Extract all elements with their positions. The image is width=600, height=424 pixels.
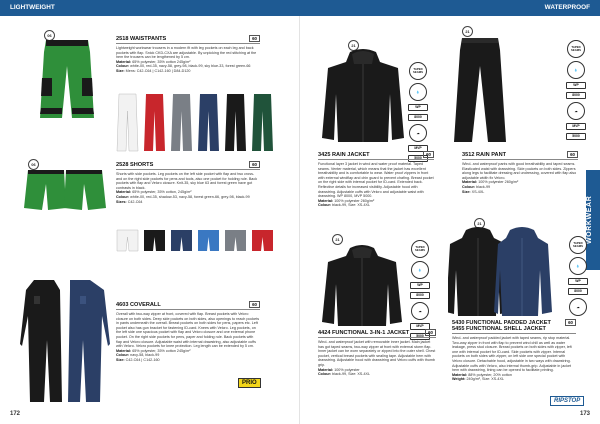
waterproof-drop-icon: 💧 bbox=[411, 261, 429, 279]
rain-pant-feature-icons bbox=[566, 40, 586, 140]
product-colour: Colour: black-99 bbox=[462, 184, 491, 189]
variant-red bbox=[251, 229, 274, 253]
breathable-icon: ☁ bbox=[569, 298, 587, 316]
section-header-left: LIGHTWEIGHT bbox=[0, 0, 300, 16]
mvp-value: 5000 bbox=[408, 155, 428, 162]
mvp-value: 5000 bbox=[566, 133, 586, 140]
product-description: Overall with two-way zipper at front, covered with flap. Breast pockets with Velcro closure on both sides. Deep side pockets on both sides, also openings to reach pockets in pants underneath the overall. Breast pockets on both sides for pens, papers etc. Left pocket also has gun bracket for fastening ID-card. Knees with Velcro. Leg pockets, on the left side one spacious pocket with flap and Velcro closure and one external phone pocket. On the right side pockets for pens, paper and folding rule. Back pockets with flap and Velcro closure. Adjustable waist with internal drawstring, also adjustable cuffs with Velcro. Velcro pockets for knee protection. Leg length can be extended by 5 cm. bbox=[116, 312, 260, 349]
wp-label: WP bbox=[408, 104, 428, 111]
wp-label: WP bbox=[410, 282, 430, 289]
product-number-badge: 06 bbox=[28, 159, 39, 170]
ripstop-badge: RIPSTOP bbox=[550, 396, 584, 406]
rain-jacket-feature-icons bbox=[408, 62, 428, 162]
product-description: Shorts with side pockets. Leg pockets on the left side pocket with flap and two cross-and on the right side pockets for pens and tools, also one pocket for holding rule. Back pockets with flap and Velcro closure. Knit-35, sky blue 63 and forest green have got contrasts in black. bbox=[116, 172, 258, 190]
variant-sky-blue bbox=[197, 229, 220, 253]
wp-value: 8000 bbox=[408, 114, 428, 121]
padded-and-shell-jacket-image bbox=[448, 226, 552, 318]
product-title: 5430 FUNCTIONAL PADDED JACKET 5455 FUNCTIONAL SHELL JACKET 60 bbox=[452, 320, 576, 334]
mvp-label: MVP bbox=[408, 145, 428, 152]
functional-3in1-jacket-image bbox=[320, 244, 404, 328]
product-title: 2518 WAISTPANTS 60 bbox=[116, 36, 260, 44]
variant-white bbox=[116, 93, 139, 153]
page-number-left: 172 bbox=[10, 411, 21, 417]
waterproof-drop-icon: 💧 bbox=[409, 83, 427, 101]
variant-grey bbox=[224, 229, 247, 253]
product-material: Material: 65% polyester, 35% cotton 245g/m² bbox=[116, 348, 191, 353]
variant-forest-green bbox=[251, 93, 274, 153]
functional-3in1-block bbox=[318, 330, 436, 377]
page-ref: 60 bbox=[425, 329, 436, 336]
page-ref: 60 bbox=[249, 301, 260, 308]
taped-seams-icon: TAPED SEAMS bbox=[567, 40, 585, 58]
variant-navy bbox=[197, 93, 220, 153]
mvp-label: MVP bbox=[410, 323, 430, 330]
page-ref: 60 bbox=[249, 161, 260, 168]
wp-label: WP bbox=[568, 278, 588, 285]
page-ref: 60 bbox=[567, 151, 578, 158]
waistpants-image bbox=[32, 38, 102, 120]
mvp-label: MVP bbox=[566, 123, 586, 130]
page-ref: 60 bbox=[423, 151, 434, 158]
taped-seams-icon: TAPED SEAMS bbox=[409, 62, 427, 80]
variant-red bbox=[143, 93, 166, 153]
product-material: Material: 100% polyester 260g/m² bbox=[318, 198, 375, 203]
page-ref: 60 bbox=[249, 35, 260, 42]
product-number-badge: 21 bbox=[462, 26, 473, 37]
wp-value: 8000 bbox=[568, 288, 588, 295]
product-colour: Colour: white-00, red-35, navy-58, grey-98, black-99, sky blue-33, forest green-66 bbox=[116, 64, 251, 69]
product-material: Material: 65% polyester, 35% cotton 245g/m² bbox=[116, 59, 191, 64]
product-colour: Colour: white-00, red-35, shadow-53, navy-58, forest green-66, grey-98, black-99 bbox=[116, 194, 250, 199]
taped-seams-icon: TAPED SEAMS bbox=[411, 240, 429, 258]
section-header-right: WATERPROOF bbox=[300, 0, 600, 16]
product-description: Wind- and waterproof padded jacket with taped seams, rip stop material. Two-way zipper in front with flap to prevent wind chill as well as water leakage, press stud closure. Breast pockets on both sides with zipper, left one with internal pocket for ID-card. Side pockets with zipper. Internal pockets on both sides with zipper, on left side one special pocket with Velcro closure. Detachable hood, adjustable in two ways with drawstring. Adjustable cuffs with Velcro, also internal thumb-grip. Adjustable in jacket hem with drawstring, lining can be opened to facilitate printing. bbox=[452, 336, 572, 373]
product-description: Functional layer 3 jacket in wind and water proof material. Taped seams. Venter material, which means that the jacket has excellent breathability and is comfortable to wear. Water proof zippers in front with external windflap and chin guard to prevent chafing. Breast pocket on the right side with internal pocket for ID-card. Extended back. Reflective details for increased visibility. Adjustable hood with drawstring. Adjustable cuffs with Velcro and adjustable waist with drawstring. WP 8000, MVP 5000. bbox=[318, 162, 434, 199]
waistpants-block bbox=[116, 36, 260, 74]
shorts-colour-variants bbox=[116, 229, 274, 253]
variant-white bbox=[116, 229, 139, 253]
breathable-icon: ☁ bbox=[409, 124, 427, 142]
variant-grey bbox=[170, 93, 193, 153]
rain-jacket-block bbox=[318, 152, 434, 208]
product-title: 3512 RAIN PANT 60 bbox=[462, 152, 578, 160]
wp-value: 8000 bbox=[410, 292, 430, 299]
taped-seams-icon: TAPED SEAMS bbox=[569, 236, 587, 254]
padded-feature-icons bbox=[568, 236, 588, 316]
wp-label: WP bbox=[566, 82, 586, 89]
product-title: 2528 SHORTS 60 bbox=[116, 162, 260, 170]
product-number-badge: 06 bbox=[44, 30, 55, 41]
breathable-icon: ☁ bbox=[567, 102, 585, 120]
product-weight: Weight: 240g/m², Size: XS-4XL bbox=[452, 377, 504, 382]
product-material: Material: 88% polyester, 20% cotton bbox=[452, 372, 512, 377]
rain-pant-image bbox=[452, 36, 508, 146]
product-title: 4424 FUNCTIONAL 3-IN-1 JACKET 60 bbox=[318, 330, 436, 338]
waterproof-drop-icon: 💧 bbox=[567, 61, 585, 79]
product-title: 3425 RAIN JACKET 60 bbox=[318, 152, 434, 160]
product-material: Material: 65% polyester, 35% cotton, 245g/m² bbox=[116, 190, 192, 195]
rain-pant-block bbox=[462, 152, 578, 194]
product-size: Size: C42-C64 | C142-160 bbox=[116, 357, 160, 362]
padded-jacket-block bbox=[452, 320, 576, 382]
prio-badge: PRIO bbox=[238, 378, 261, 388]
product-description: Lightweight workwear trousers in a modern fit with leg pockets on each leg and back pockets with flap. Snick CKD-CXA are adjustable. By unpicking the red stitching at the hem the trousers can be lengthened by 5 cm. bbox=[116, 46, 257, 60]
product-number-badge: 21 bbox=[332, 234, 343, 245]
variant-navy bbox=[170, 229, 193, 253]
breathable-icon: ☁ bbox=[411, 302, 429, 320]
shorts-block bbox=[116, 162, 260, 204]
shorts-image bbox=[20, 168, 110, 212]
mvp-value: 5000 bbox=[410, 333, 430, 340]
product-colour: Colour: black-99, Size: XS-4XL bbox=[318, 203, 371, 208]
page-ref: 60 bbox=[565, 319, 576, 326]
product-material: Material: 100% polyester 260g/m² bbox=[462, 180, 519, 185]
wp-value: 8000 bbox=[566, 92, 586, 99]
product-colour: Colour: navy-58, black-99 bbox=[116, 353, 160, 358]
variant-black bbox=[224, 93, 247, 153]
coverall-block bbox=[116, 302, 260, 363]
product-description: Wind- and waterproof jacket with removable inner jacket. Main jacket has got taped seams, two-way zipper at front with external storm flap. Inner jacket can be worn separately or zipped into the outer shell. Chest pocket, vertical breast pockets with sealing tape. Adjustable hem with drawstring. Adjustable hood with drawstring and Velcro cuffs with thumb grip. bbox=[318, 340, 436, 367]
product-number-badge: 21 bbox=[348, 40, 359, 51]
product-title: 4603 COVERALL 60 bbox=[116, 302, 260, 310]
waistpants-colour-variants bbox=[116, 93, 274, 153]
page-gutter bbox=[299, 16, 300, 424]
product-colour: Colour: black-99, Size: XS-4XL bbox=[318, 372, 371, 377]
rain-jacket-image bbox=[320, 48, 406, 144]
functional-3in1-feature-icons bbox=[410, 240, 430, 340]
workwear-side-tab: WORKWEAR bbox=[586, 170, 600, 270]
coverall-image bbox=[20, 276, 110, 406]
product-material: Material: 100% polyester bbox=[318, 367, 360, 372]
product-description: Wind- and waterproof pants with good breathability and taped seams. Elasticated waist with drawstring. Side pockets on both sides. Zippers along legs to facilitate dressing and undressing, covered with flap also adjustable width fix Velcro. bbox=[462, 162, 577, 180]
waterproof-drop-icon: 💧 bbox=[569, 257, 587, 275]
page-number-right: 173 bbox=[579, 411, 590, 417]
product-size: Sizes: C42-C64 bbox=[116, 199, 143, 204]
variant-black bbox=[143, 229, 166, 253]
product-size: Size: XS-4XL bbox=[462, 189, 485, 194]
product-size: Size: Mens: C42-C64 | C142-160 | D84-D120 bbox=[116, 68, 191, 73]
product-number-badge: 21 bbox=[474, 218, 485, 229]
